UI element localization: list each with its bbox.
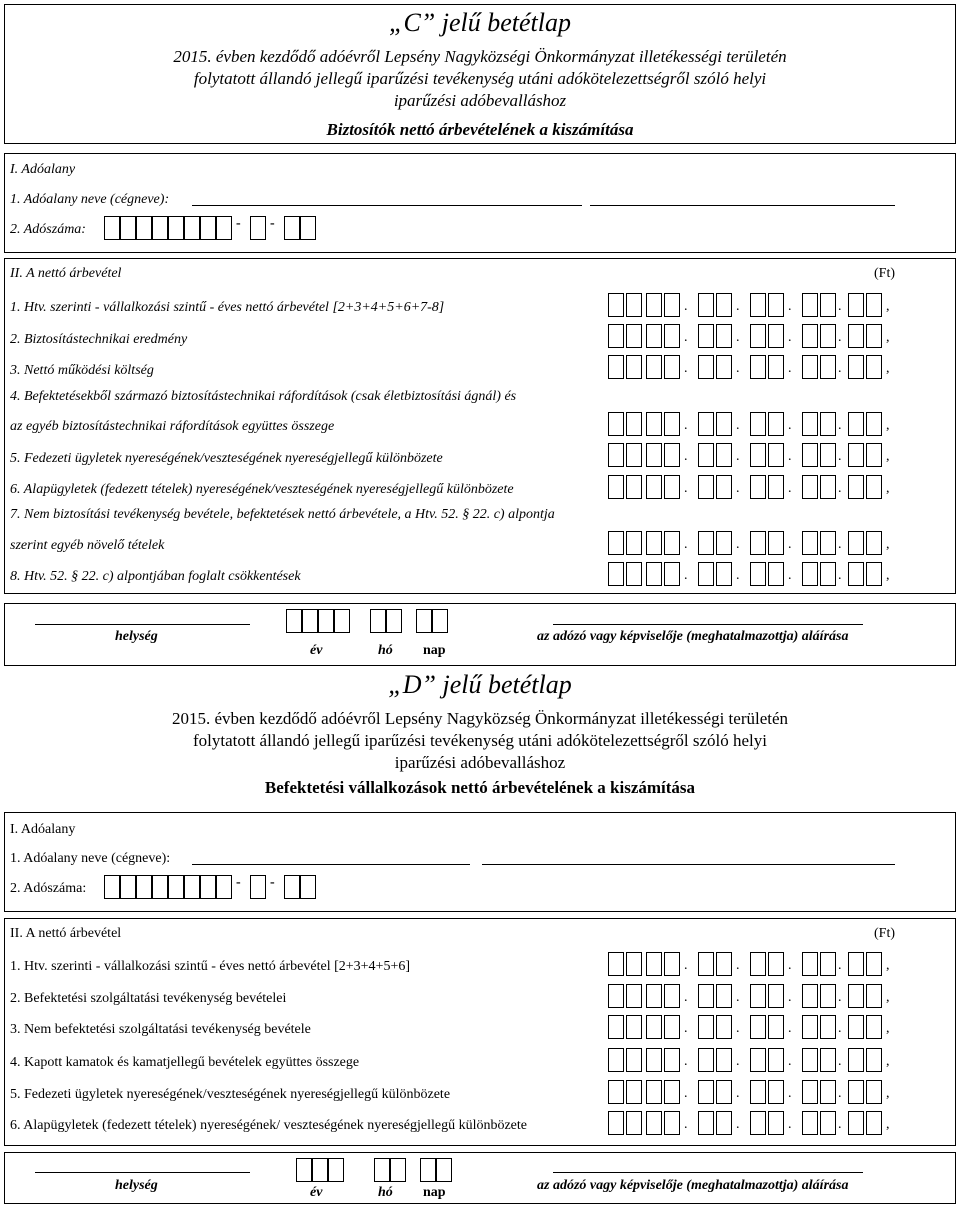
d-section-ii-title: II. A nettó árbevétel [10,926,122,941]
c-row-5-amount-digit-box[interactable] [866,443,882,467]
c-row-7-amount-digit-box[interactable] [750,531,766,555]
c-row-8-amount-comma: , [886,568,890,583]
d-row-3-amount-thousands-separator: . [838,1021,842,1036]
d-row-1-amount-thousands-separator: . [788,958,792,973]
c-row-2-amount-digit-box[interactable] [768,324,784,348]
d-row-1-amount-thousands-separator: . [736,958,740,973]
d-row-4-amount-digit-box[interactable] [716,1048,732,1072]
c-unit: (Ft) [874,266,895,281]
d-row-5-amount-digit-box[interactable] [866,1080,882,1104]
d-row-5-amount-digit-box[interactable] [608,1080,624,1104]
c-row-6-amount-digit-box[interactable] [802,475,818,499]
c-row-1-amount-digit-box[interactable] [626,293,642,317]
d-row-3-amount-thousands-separator: . [736,1021,740,1036]
d-row-1-amount-digit-box[interactable] [698,952,714,976]
d-row-3-amount-digit-box[interactable] [626,1015,642,1039]
c-row-5-amount-thousands-separator: . [684,449,688,464]
d-row-4-amount-digit-box[interactable] [768,1048,784,1072]
d-row-5-amount-digit-box[interactable] [802,1080,818,1104]
c-row-6-amount-digit-box[interactable] [820,475,836,499]
d-row-5-label: 5. Fedezeti ügyletek nyereségének/veszteségének nyereségjellegű különbözete [10,1087,451,1102]
c-row-2-amount-thousands-separator: . [838,330,842,345]
d-row-6-amount-thousands-separator: . [788,1117,792,1132]
c-row-6-label: 6. Alapügyletek (fedezett tételek) nyereségének/veszteségének nyereségjellegű különbözete [10,482,514,497]
c-row-5-amount-digit-box[interactable] [626,443,642,467]
c-row-3-amount-digit-box[interactable] [646,355,662,379]
c-row-5-amount-digit-box[interactable] [608,443,624,467]
c-signature-line[interactable] [553,624,863,625]
d-row-2-amount-digit-box[interactable] [698,984,714,1008]
c-row-3-amount-digit-box[interactable] [626,355,642,379]
c-name-line-2[interactable] [590,205,895,206]
d-row-4-amount-thousands-separator: . [838,1054,842,1069]
d-row-2-amount-thousands-separator: . [788,990,792,1005]
c-row-4-amount-thousands-separator: . [788,418,792,433]
c-row-5-amount-digit-box[interactable] [768,443,784,467]
d-row-5-amount-digit-box[interactable] [716,1080,732,1104]
d-unit: (Ft) [874,926,895,941]
c-row-7-label-a: 7. Nem biztosítási tevékenység bevétele, befektetések nettó árbevétele, a Htv. 52. § 22. c) alpontja [10,507,555,522]
c-tax-label: 2. Adószáma: [10,222,86,237]
d-row-5-amount-thousands-separator: . [788,1086,792,1101]
d-subtitle-1: 2015. évben kezdődő adóévről Lepsény Nagyközség Önkormányzat illetékességi területén [171,709,789,728]
d-row-4-amount-thousands-separator: . [684,1054,688,1069]
c-row-4-amount-digit-box[interactable] [664,412,680,436]
c-row-1-amount-thousands-separator: . [684,299,688,314]
d-row-1-amount-digit-box[interactable] [608,952,624,976]
c-row-2-amount-digit-box[interactable] [608,324,624,348]
c-row-5-amount-digit-box[interactable] [664,443,680,467]
d-year-label: év [310,1185,323,1200]
c-row-7-amount-digit-box[interactable] [820,531,836,555]
d-place-label: helység [115,1178,158,1193]
c-row-7-amount-thousands-separator: . [736,537,740,552]
c-row-5-amount-digit-box[interactable] [820,443,836,467]
c-row-8-label: 8. Htv. 52. § 22. c) alpontjában foglalt csökkentések [10,569,301,584]
c-subtitle-3: iparűzési adóbevalláshoz [393,91,567,110]
c-row-6-amount-digit-box[interactable] [848,475,864,499]
d-row-6-amount-digit-box[interactable] [750,1111,766,1135]
c-row-3-amount-thousands-separator: . [788,361,792,376]
c-row-4-amount-digit-box[interactable] [820,412,836,436]
d-row-3-amount-digit-box[interactable] [664,1015,680,1039]
c-row-2-amount-digit-box[interactable] [820,324,836,348]
d-place-line[interactable] [35,1172,250,1173]
d-row-4-label: 4. Kapott kamatok és kamatjellegű bevételek együttes összege [10,1055,360,1070]
c-row-1-amount-digit-box[interactable] [866,293,882,317]
d-row-5-amount-digit-box[interactable] [820,1080,836,1104]
c-row-1-amount-thousands-separator: . [736,299,740,314]
d-row-5-amount-digit-box[interactable] [626,1080,642,1104]
c-section-ii-title: II. A nettó árbevétel [10,266,122,281]
d-row-2-amount-digit-box[interactable] [848,984,864,1008]
c-row-4-amount-thousands-separator: . [736,418,740,433]
c-row-3-amount-thousands-separator: . [838,361,842,376]
c-row-7-label-b: szerint egyéb növelő tételek [10,538,165,553]
d-signature-label: az adózó vagy képviselője (meghatalmazottja) aláírása [537,1178,849,1193]
c-row-3-amount-thousands-separator: . [684,361,688,376]
c-row-2-amount-thousands-separator: . [788,330,792,345]
c-row-3-amount-digit-box[interactable] [848,355,864,379]
c-row-2-amount-digit-box[interactable] [802,324,818,348]
c-row-6-amount-comma: , [886,481,890,496]
c-row-6-amount-thousands-separator: . [736,481,740,496]
c-row-7-amount-thousands-separator: . [788,537,792,552]
d-row-6-amount-digit-box[interactable] [608,1111,624,1135]
d-subtitle-3: iparűzési adóbevalláshoz [394,753,566,772]
d-row-1-amount-digit-box[interactable] [750,952,766,976]
d-row-6-amount-thousands-separator: . [684,1117,688,1132]
d-row-4-amount-digit-box[interactable] [820,1048,836,1072]
d-row-4-amount-thousands-separator: . [788,1054,792,1069]
c-row-8-amount-digit-box[interactable] [716,562,732,586]
d-row-3-amount-comma: , [886,1021,890,1036]
c-heading: Biztosítók nettó árbevételének a kiszámítása [326,120,634,139]
d-tax-boxes[interactable]: - - [104,875,324,899]
c-row-4-label-b: az egyéb biztosítástechnikai ráfordítások együttes összege [10,419,335,434]
d-row-5-amount-thousands-separator: . [736,1086,740,1101]
c-row-1-amount-digit-box[interactable] [848,293,864,317]
c-row-2-amount-digit-box[interactable] [848,324,864,348]
d-row-6-amount-digit-box[interactable] [646,1111,662,1135]
c-row-2-amount-thousands-separator: . [684,330,688,345]
d-row-4-amount-digit-box[interactable] [750,1048,766,1072]
c-row-5-amount-digit-box[interactable] [646,443,662,467]
c-row-5-amount-thousands-separator: . [838,449,842,464]
c-row-8-amount-digit-box[interactable] [608,562,624,586]
d-row-6-amount-digit-box[interactable] [866,1111,882,1135]
c-row-1-amount-digit-box[interactable] [768,293,784,317]
d-row-3-amount-digit-box[interactable] [866,1015,882,1039]
c-day-label: nap [423,643,446,658]
d-row-1-amount-thousands-separator: . [684,958,688,973]
d-row-2-amount-digit-box[interactable] [646,984,662,1008]
c-row-1-amount-digit-box[interactable] [664,293,680,317]
c-title: „C” jelű betétlap [389,8,571,37]
d-row-1-amount-digit-box[interactable] [848,952,864,976]
c-row-2-amount-digit-box[interactable] [716,324,732,348]
c-row-8-amount-digit-box[interactable] [698,562,714,586]
c-row-6-amount-thousands-separator: . [684,481,688,496]
d-row-6-amount-digit-box[interactable] [768,1111,784,1135]
d-row-3-amount-digit-box[interactable] [820,1015,836,1039]
d-tax-label: 2. Adószáma: [10,881,87,896]
d-row-4-amount-digit-box[interactable] [664,1048,680,1072]
d-row-4-amount-digit-box[interactable] [646,1048,662,1072]
d-row-5-amount-digit-box[interactable] [698,1080,714,1104]
d-row-1-amount-digit-box[interactable] [646,952,662,976]
c-row-7-amount-digit-box[interactable] [664,531,680,555]
d-row-5-amount-digit-box[interactable] [750,1080,766,1104]
d-row-6-amount-comma: , [886,1117,890,1132]
d-row-2-amount-thousands-separator: . [838,990,842,1005]
c-row-3-amount-digit-box[interactable] [820,355,836,379]
d-row-5-amount-digit-box[interactable] [664,1080,680,1104]
c-row-1-amount-digit-box[interactable] [698,293,714,317]
d-name-label: 1. Adóalany neve (cégneve): [10,851,171,866]
d-row-2-amount-digit-box[interactable] [820,984,836,1008]
d-signature-line[interactable] [553,1172,863,1173]
d-row-2-amount-digit-box[interactable] [866,984,882,1008]
d-name-line-1[interactable] [192,864,470,865]
c-row-6-amount-digit-box[interactable] [768,475,784,499]
c-row-3-amount-digit-box[interactable] [750,355,766,379]
d-row-6-amount-digit-box[interactable] [820,1111,836,1135]
d-row-6-amount-digit-box[interactable] [802,1111,818,1135]
c-row-1-amount-digit-box[interactable] [820,293,836,317]
c-row-3-amount-digit-box[interactable] [664,355,680,379]
c-row-2-amount-digit-box[interactable] [664,324,680,348]
d-row-2-amount-digit-box[interactable] [608,984,624,1008]
c-row-5-amount-thousands-separator: . [736,449,740,464]
c-row-7-amount-digit-box[interactable] [626,531,642,555]
d-row-2-amount-thousands-separator: . [736,990,740,1005]
c-row-3-amount-digit-box[interactable] [608,355,624,379]
c-row-1-amount-thousands-separator: . [788,299,792,314]
d-row-3-amount-digit-box[interactable] [802,1015,818,1039]
c-row-3-amount-digit-box[interactable] [768,355,784,379]
d-row-6-amount-digit-box[interactable] [716,1111,732,1135]
c-row-6-amount-digit-box[interactable] [626,475,642,499]
d-date-boxes[interactable] [296,1158,466,1182]
c-row-4-amount-digit-box[interactable] [750,412,766,436]
d-row-1-amount-digit-box[interactable] [716,952,732,976]
c-row-6-amount-digit-box[interactable] [750,475,766,499]
c-place-line[interactable] [35,624,250,625]
d-row-3-amount-digit-box[interactable] [698,1015,714,1039]
c-row-8-amount-digit-box[interactable] [750,562,766,586]
c-row-4-amount-digit-box[interactable] [768,412,784,436]
d-row-2-amount-thousands-separator: . [684,990,688,1005]
d-row-5-amount-comma: , [886,1086,890,1101]
c-row-8-amount-digit-box[interactable] [646,562,662,586]
d-row-4-amount-digit-box[interactable] [866,1048,882,1072]
d-row-4-amount-digit-box[interactable] [698,1048,714,1072]
c-row-4-amount-digit-box[interactable] [626,412,642,436]
c-row-4-amount-digit-box[interactable] [866,412,882,436]
c-name-line-1[interactable] [192,205,582,206]
c-row-7-amount-digit-box[interactable] [866,531,882,555]
d-row-6-amount-thousands-separator: . [736,1117,740,1132]
d-row-2-amount-digit-box[interactable] [716,984,732,1008]
d-row-1-amount-digit-box[interactable] [626,952,642,976]
d-row-4-amount-thousands-separator: . [736,1054,740,1069]
c-row-6-amount-digit-box[interactable] [608,475,624,499]
c-row-5-amount-digit-box[interactable] [698,443,714,467]
d-row-6-amount-digit-box[interactable] [848,1111,864,1135]
d-row-6-amount-digit-box[interactable] [664,1111,680,1135]
d-row-4-amount-digit-box[interactable] [608,1048,624,1072]
d-row-2-label: 2. Befektetési szolgáltatási tevékenység bevételei [10,991,287,1006]
c-row-5-amount-digit-box[interactable] [716,443,732,467]
c-row-6-amount-digit-box[interactable] [664,475,680,499]
c-row-7-amount-digit-box[interactable] [698,531,714,555]
c-row-2-amount-digit-box[interactable] [626,324,642,348]
c-row-5-amount-digit-box[interactable] [848,443,864,467]
c-row-6-amount-digit-box[interactable] [866,475,882,499]
c-row-1-amount-digit-box[interactable] [646,293,662,317]
d-row-4-amount-digit-box[interactable] [848,1048,864,1072]
d-row-1-amount-comma: , [886,958,890,973]
d-row-3-amount-digit-box[interactable] [716,1015,732,1039]
d-month-label: hó [378,1185,393,1200]
c-row-2-amount-digit-box[interactable] [750,324,766,348]
c-row-8-amount-digit-box[interactable] [802,562,818,586]
d-row-2-amount-digit-box[interactable] [750,984,766,1008]
c-row-1-amount-digit-box[interactable] [802,293,818,317]
c-row-8-amount-thousands-separator: . [788,568,792,583]
d-row-1-amount-digit-box[interactable] [820,952,836,976]
c-row-3-amount-digit-box[interactable] [698,355,714,379]
c-row-8-amount-digit-box[interactable] [848,562,864,586]
c-row-7-amount-comma: , [886,537,890,552]
c-name-label: 1. Adóalany neve (cégneve): [10,192,170,207]
c-row-6-amount-thousands-separator: . [838,481,842,496]
d-heading: Befektetési vállalkozások nettó árbevételének a kiszámítása [264,778,696,797]
d-day-label: nap [423,1185,446,1200]
d-row-3-amount-digit-box[interactable] [608,1015,624,1039]
c-row-4-amount-thousands-separator: . [838,418,842,433]
c-row-3-label: 3. Nettó működési költség [10,363,154,378]
d-row-4-amount-digit-box[interactable] [626,1048,642,1072]
d-row-2-amount-digit-box[interactable] [802,984,818,1008]
d-row-1-amount-digit-box[interactable] [802,952,818,976]
c-row-6-amount-digit-box[interactable] [646,475,662,499]
d-name-line-2[interactable] [482,864,895,865]
c-signature-label: az adózó vagy képviselője (meghatalmazottja) aláírása [537,629,849,644]
d-row-1-amount-digit-box[interactable] [664,952,680,976]
d-row-6-amount-thousands-separator: . [838,1117,842,1132]
c-tax-boxes[interactable]: - - [104,216,324,240]
c-month-label: hó [378,643,393,658]
d-row-5-amount-digit-box[interactable] [768,1080,784,1104]
d-row-6-label: 6. Alapügyletek (fedezett tételek) nyereségének/ veszteségének nyereségjellegű különbözete [10,1118,527,1133]
c-row-1-amount-comma: , [886,299,890,314]
c-row-7-amount-thousands-separator: . [684,537,688,552]
d-row-6-amount-digit-box[interactable] [626,1111,642,1135]
d-row-3-amount-thousands-separator: . [788,1021,792,1036]
c-row-8-amount-thousands-separator: . [838,568,842,583]
c-row-2-amount-thousands-separator: . [736,330,740,345]
c-row-4-amount-comma: , [886,418,890,433]
c-row-5-amount-digit-box[interactable] [802,443,818,467]
d-row-2-amount-digit-box[interactable] [626,984,642,1008]
c-row-1-amount-digit-box[interactable] [608,293,624,317]
d-row-1-label: 1. Htv. szerinti - vállalkozási szintű - éves nettó árbevétel [2+3+4+5+6] [10,959,410,974]
d-row-4-amount-digit-box[interactable] [802,1048,818,1072]
c-row-7-amount-digit-box[interactable] [646,531,662,555]
c-row-4-amount-digit-box[interactable] [848,412,864,436]
c-row-5-label: 5. Fedezeti ügyletek nyereségének/veszteségének nyereségjellegű különbözete [10,451,443,466]
c-row-3-amount-digit-box[interactable] [802,355,818,379]
d-row-3-amount-thousands-separator: . [684,1021,688,1036]
c-row-4-amount-digit-box[interactable] [716,412,732,436]
c-row-7-amount-digit-box[interactable] [716,531,732,555]
c-row-4-amount-thousands-separator: . [684,418,688,433]
c-row-3-amount-comma: , [886,361,890,376]
c-row-4-amount-digit-box[interactable] [608,412,624,436]
d-row-3-amount-digit-box[interactable] [750,1015,766,1039]
d-row-2-amount-comma: , [886,990,890,1005]
d-row-2-amount-digit-box[interactable] [768,984,784,1008]
c-row-7-amount-digit-box[interactable] [608,531,624,555]
c-row-1-amount-digit-box[interactable] [750,293,766,317]
c-row-1-amount-thousands-separator: . [838,299,842,314]
c-row-8-amount-digit-box[interactable] [768,562,784,586]
d-title: „D” jelű betétlap [388,670,572,699]
d-row-5-amount-thousands-separator: . [838,1086,842,1101]
c-row-8-amount-digit-box[interactable] [866,562,882,586]
c-row-2-amount-digit-box[interactable] [866,324,882,348]
d-row-3-amount-digit-box[interactable] [848,1015,864,1039]
c-row-2-label: 2. Biztosítástechnikai eredmény [10,332,188,347]
c-row-8-amount-digit-box[interactable] [820,562,836,586]
c-row-7-amount-thousands-separator: . [838,537,842,552]
c-row-7-amount-digit-box[interactable] [768,531,784,555]
c-row-7-amount-digit-box[interactable] [848,531,864,555]
c-row-2-amount-digit-box[interactable] [646,324,662,348]
c-row-4-amount-digit-box[interactable] [698,412,714,436]
c-row-3-amount-digit-box[interactable] [866,355,882,379]
d-row-1-amount-thousands-separator: . [838,958,842,973]
c-row-4-amount-digit-box[interactable] [802,412,818,436]
c-subtitle-2: folytatott állandó jellegű iparűzési tevékenység utáni adókötelezettségről szóló helyi [193,69,767,88]
d-row-3-label: 3. Nem befektetési szolgáltatási tevékenység bevétele [10,1022,311,1037]
c-subtitle-1: 2015. évben kezdődő adóévről Lepsény Nagyközségi Önkormányzat illetékességi területén [173,47,787,66]
d-row-1-amount-digit-box[interactable] [866,952,882,976]
c-section-i-title: I. Adóalany [10,162,76,177]
c-row-6-amount-digit-box[interactable] [698,475,714,499]
c-place-label: helység [115,629,158,644]
d-row-1-amount-digit-box[interactable] [768,952,784,976]
c-row-5-amount-comma: , [886,449,890,464]
d-row-5-amount-digit-box[interactable] [646,1080,662,1104]
c-year-label: év [310,643,323,658]
c-row-1-label: 1. Htv. szerinti - vállalkozási szintű - éves nettó árbevétel [2+3+4+5+6+7-8] [10,300,445,315]
d-subtitle-2: folytatott állandó jellegű iparűzési tevékenység utáni adókötelezettségről szóló helyi [192,731,768,750]
c-row-4-label-a: 4. Befektetésekből származó biztosítástechnikai ráfordítások (csak életbiztosítási ágnál) és [10,389,517,404]
d-row-2-amount-digit-box[interactable] [664,984,680,1008]
c-row-8-amount-digit-box[interactable] [664,562,680,586]
c-row-8-amount-thousands-separator: . [684,568,688,583]
c-row-4-amount-digit-box[interactable] [646,412,662,436]
c-date-boxes[interactable] [286,609,466,633]
d-row-3-amount-digit-box[interactable] [646,1015,662,1039]
d-row-5-amount-thousands-separator: . [684,1086,688,1101]
d-row-3-amount-digit-box[interactable] [768,1015,784,1039]
c-row-5-amount-digit-box[interactable] [750,443,766,467]
c-row-6-amount-digit-box[interactable] [716,475,732,499]
c-row-1-amount-digit-box[interactable] [716,293,732,317]
d-section-i-title: I. Adóalany [10,822,76,837]
c-row-5-amount-thousands-separator: . [788,449,792,464]
d-row-4-amount-comma: , [886,1054,890,1069]
c-row-8-amount-digit-box[interactable] [626,562,642,586]
d-row-5-amount-digit-box[interactable] [848,1080,864,1104]
c-row-2-amount-comma: , [886,330,890,345]
d-row-6-amount-digit-box[interactable] [698,1111,714,1135]
c-row-7-amount-digit-box[interactable] [802,531,818,555]
c-row-3-amount-thousands-separator: . [736,361,740,376]
c-row-3-amount-digit-box[interactable] [716,355,732,379]
c-row-6-amount-thousands-separator: . [788,481,792,496]
c-row-8-amount-thousands-separator: . [736,568,740,583]
c-row-2-amount-digit-box[interactable] [698,324,714,348]
